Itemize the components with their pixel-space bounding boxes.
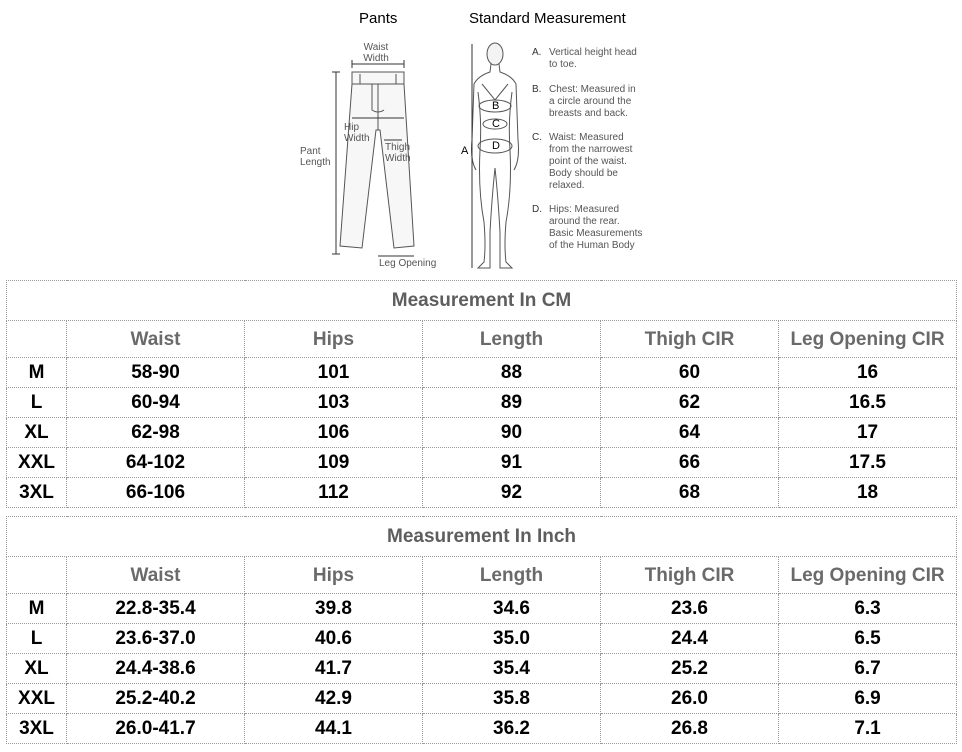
- body-letter-b: B: [492, 100, 500, 112]
- hips-cell: 41.7: [245, 654, 423, 684]
- header-leg-opening-cir: Leg Opening CIR: [779, 557, 957, 594]
- thigh-cell: 66: [601, 448, 779, 478]
- length-cell: 35.0: [423, 624, 601, 654]
- leg-opening-cell: 6.3: [779, 594, 957, 624]
- header-size: [7, 557, 67, 594]
- table-row: [7, 418, 957, 448]
- header-waist: Waist: [67, 557, 245, 594]
- thigh-cell: 68: [601, 478, 779, 508]
- note-line: around the rear.: [549, 216, 620, 227]
- hip-width-label-line1: Hip: [344, 122, 360, 133]
- note-line: Body should be: [549, 168, 618, 179]
- note-line: breasts and back.: [549, 108, 628, 119]
- header-length: Length: [423, 321, 601, 358]
- note-d-letter: D.: [532, 204, 542, 215]
- note-line: Vertical height head: [549, 47, 637, 58]
- table-row: [7, 684, 957, 714]
- table-title-row: [7, 517, 957, 557]
- waist-cell: 23.6-37.0: [67, 624, 245, 654]
- table-header-row: [7, 557, 957, 594]
- size-cell: XXL: [7, 684, 67, 714]
- pant-length-label-line2: Length: [300, 157, 331, 168]
- hips-cell: 109: [245, 448, 423, 478]
- pant-length-label: [300, 146, 331, 168]
- table-row: [7, 358, 957, 388]
- hips-cell: 39.8: [245, 594, 423, 624]
- thigh-cell: 24.4: [601, 624, 779, 654]
- note-c: [549, 132, 661, 192]
- leg-opening-cell: 17: [779, 418, 957, 448]
- size-cell: M: [7, 358, 67, 388]
- length-cell: 91: [423, 448, 601, 478]
- thigh-width-label-line2: Width: [385, 153, 411, 164]
- note-line: to toe.: [549, 59, 577, 70]
- waist-cell: 58-90: [67, 358, 245, 388]
- length-cell: 88: [423, 358, 601, 388]
- table-header-row: [7, 321, 957, 358]
- header-thigh-cir: Thigh CIR: [601, 557, 779, 594]
- hips-cell: 112: [245, 478, 423, 508]
- waist-width-label-line2: Width: [363, 53, 389, 64]
- measurement-diagram: [0, 0, 962, 280]
- size-cell: 3XL: [7, 478, 67, 508]
- hips-cell: 40.6: [245, 624, 423, 654]
- header-leg-opening-cir: Leg Opening CIR: [779, 321, 957, 358]
- table-row: [7, 594, 957, 624]
- length-cell: 34.6: [423, 594, 601, 624]
- size-cell: XXL: [7, 448, 67, 478]
- thigh-width-label: [385, 142, 411, 164]
- length-cell: 35.8: [423, 684, 601, 714]
- leg-opening-cell: 16.5: [779, 388, 957, 418]
- note-d: [549, 204, 661, 252]
- waist-cell: 25.2-40.2: [67, 684, 245, 714]
- thigh-width-label-line1: Thigh: [385, 142, 411, 153]
- waist-cell: 66-106: [67, 478, 245, 508]
- thigh-cell: 62: [601, 388, 779, 418]
- size-cell: 3XL: [7, 714, 67, 744]
- waist-cell: 24.4-38.6: [67, 654, 245, 684]
- note-line: from the narrowest: [549, 144, 633, 155]
- thigh-cell: 60: [601, 358, 779, 388]
- waist-width-label: [361, 42, 391, 64]
- hip-width-label: [344, 122, 370, 144]
- length-cell: 92: [423, 478, 601, 508]
- header-size: [7, 321, 67, 358]
- note-line: Waist: Measured: [549, 132, 624, 143]
- table-title: Measurement In CM: [7, 281, 957, 321]
- length-cell: 36.2: [423, 714, 601, 744]
- note-a: [549, 47, 661, 71]
- table-row: [7, 448, 957, 478]
- table-row: [7, 624, 957, 654]
- leg-opening-cell: 16: [779, 358, 957, 388]
- leg-opening-cell: 6.5: [779, 624, 957, 654]
- size-cell: M: [7, 594, 67, 624]
- note-line: Chest: Measured in: [549, 84, 636, 95]
- length-cell: 90: [423, 418, 601, 448]
- header-hips: Hips: [245, 321, 423, 358]
- hips-cell: 42.9: [245, 684, 423, 714]
- table-row: [7, 714, 957, 744]
- thigh-cell: 25.2: [601, 654, 779, 684]
- table-title-row: [7, 281, 957, 321]
- waist-cell: 62-98: [67, 418, 245, 448]
- thigh-cell: 26.8: [601, 714, 779, 744]
- thigh-cell: 23.6: [601, 594, 779, 624]
- note-line: relaxed.: [549, 180, 585, 191]
- waist-cell: 60-94: [67, 388, 245, 418]
- note-b: [549, 84, 661, 120]
- inch-size-table: [6, 516, 957, 744]
- pant-length-label-line1: Pant: [300, 146, 321, 157]
- hips-cell: 106: [245, 418, 423, 448]
- waist-cell: 26.0-41.7: [67, 714, 245, 744]
- size-cell: L: [7, 388, 67, 418]
- pants-title: Pants: [359, 10, 398, 27]
- leg-opening-label: Leg Opening: [379, 258, 437, 269]
- note-line: a circle around the: [549, 96, 632, 107]
- note-b-letter: B.: [532, 84, 542, 95]
- standard-measurement-title: Standard Measurement: [469, 10, 626, 27]
- note-line: of the Human Body: [549, 240, 635, 251]
- table-row: [7, 654, 957, 684]
- thigh-cell: 64: [601, 418, 779, 448]
- waist-cell: 64-102: [67, 448, 245, 478]
- note-line: Basic Measurements: [549, 228, 643, 239]
- cm-size-table: [6, 280, 957, 508]
- header-waist: Waist: [67, 321, 245, 358]
- hips-cell: 44.1: [245, 714, 423, 744]
- table-row: [7, 478, 957, 508]
- table-title: Measurement In Inch: [7, 517, 957, 557]
- note-line: Hips: Measured: [549, 204, 620, 215]
- waist-cell: 22.8-35.4: [67, 594, 245, 624]
- note-c-letter: C.: [532, 132, 542, 143]
- body-letter-c: C: [492, 118, 500, 130]
- table-row: [7, 388, 957, 418]
- length-cell: 89: [423, 388, 601, 418]
- hips-cell: 103: [245, 388, 423, 418]
- leg-opening-cell: 6.7: [779, 654, 957, 684]
- thigh-cell: 26.0: [601, 684, 779, 714]
- size-cell: XL: [7, 418, 67, 448]
- note-line: point of the waist.: [549, 156, 627, 167]
- leg-opening-cell: 7.1: [779, 714, 957, 744]
- length-cell: 35.4: [423, 654, 601, 684]
- hips-cell: 101: [245, 358, 423, 388]
- leg-opening-cell: 17.5: [779, 448, 957, 478]
- pants-and-body-illustration: [0, 0, 962, 280]
- leg-opening-cell: 18: [779, 478, 957, 508]
- leg-opening-cell: 6.9: [779, 684, 957, 714]
- header-thigh-cir: Thigh CIR: [601, 321, 779, 358]
- header-hips: Hips: [245, 557, 423, 594]
- body-letter-d: D: [492, 140, 500, 152]
- body-drawing: [472, 43, 519, 268]
- waist-width-label-line1: Waist: [363, 42, 389, 53]
- body-letter-a: A: [461, 145, 469, 157]
- size-cell: XL: [7, 654, 67, 684]
- note-a-letter: A.: [532, 47, 542, 58]
- header-length: Length: [423, 557, 601, 594]
- hip-width-label-line2: Width: [344, 133, 370, 144]
- size-cell: L: [7, 624, 67, 654]
